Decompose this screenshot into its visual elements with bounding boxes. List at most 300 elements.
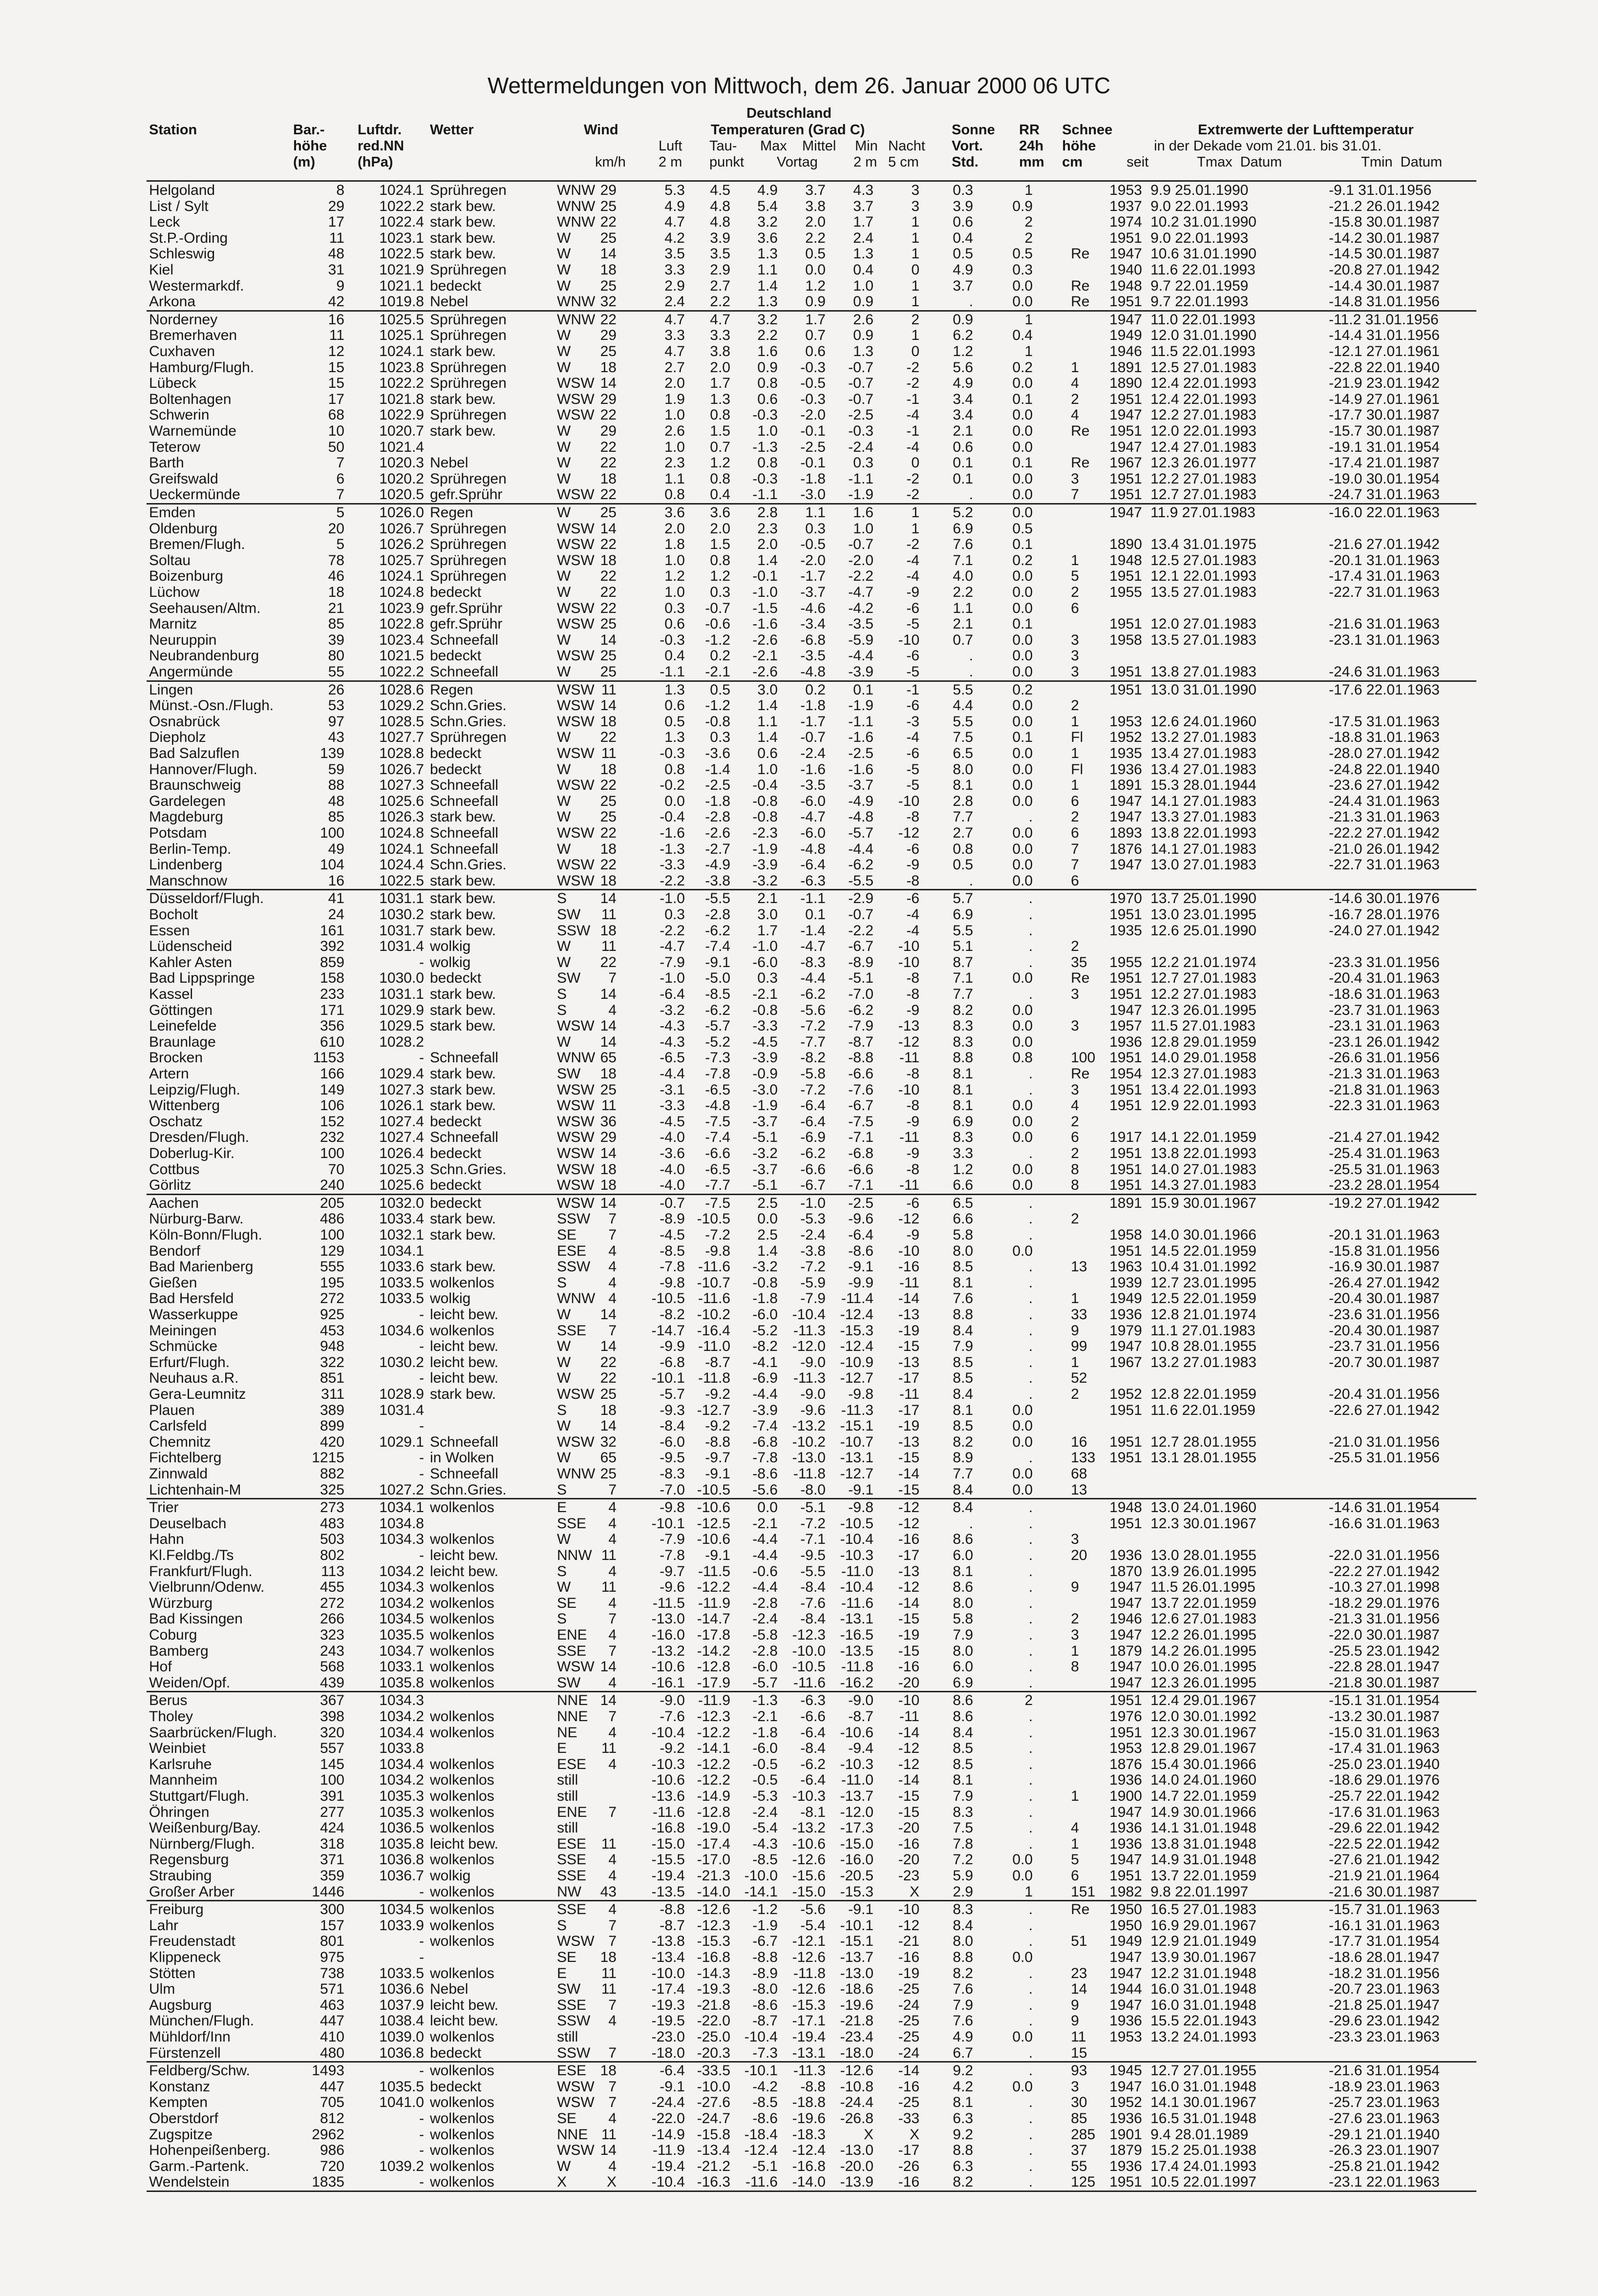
temp-air-cell: -16.1	[651, 1674, 685, 1691]
wind-direction-cell: WSW	[557, 375, 595, 392]
wind-direction-cell: WSW	[557, 857, 595, 873]
temp-min-cell: -12.7	[840, 1466, 874, 1482]
snow-depth-cell: Fl	[1071, 729, 1083, 746]
baro-height-cell: 129	[320, 1243, 344, 1259]
station-cell: Lindenberg	[149, 857, 223, 873]
wind-speed-cell: 22	[600, 584, 617, 600]
station-row	[0, 2029, 1598, 2045]
wind-direction-cell: WSW	[557, 2094, 595, 2111]
temp-mean-cell: -6.9	[800, 1129, 826, 1146]
weather-cell: wolkig	[430, 954, 471, 970]
tmin-record-cell: -22.8 22.01.1940	[1329, 359, 1440, 376]
temp-max-cell: -4.4	[752, 1579, 778, 1596]
temp-night-cell: -12	[898, 1211, 919, 1227]
wind-direction-cell: E	[557, 1965, 567, 1981]
temp-night-cell: -15	[898, 1338, 919, 1355]
tmax-record-cell: 12.8 29.01.1959	[1151, 1033, 1257, 1050]
weather-cell: Schn.Gries.	[430, 1481, 507, 1498]
baro-height-cell: 80	[328, 648, 344, 664]
station-row	[0, 2063, 1598, 2079]
temp-air-cell: -1.6	[660, 825, 685, 841]
temp-air-cell: -7.6	[660, 1708, 685, 1725]
temp-max-cell: -8.6	[752, 2110, 778, 2127]
baro-height-cell: 503	[320, 1531, 344, 1548]
snow-depth-cell: 93	[1071, 2063, 1087, 2079]
station-row	[0, 1740, 1598, 1756]
station-cell: Klippeneck	[149, 1949, 221, 1965]
wind-direction-cell: S	[557, 890, 567, 907]
wind-speed-cell: 4	[608, 1901, 617, 1918]
wind-speed-cell: 4	[608, 1852, 617, 1868]
tmin-record-cell: -19.1 31.01.1954	[1329, 439, 1440, 455]
temp-air-cell: -11.6	[652, 1804, 685, 1820]
station-row	[0, 2158, 1598, 2174]
temp-night-cell: 1	[911, 520, 919, 537]
temp-mean-cell: -15.0	[792, 1883, 826, 1900]
sunshine-cell: 8.8	[953, 1050, 973, 1066]
since-cell: 1951	[1109, 1243, 1142, 1259]
temp-air-cell: -0.4	[660, 809, 685, 825]
tmin-record-cell: -25.8 21.01.1942	[1329, 2158, 1440, 2174]
dewpoint-cell: -4.9	[705, 857, 730, 873]
snow-depth-cell: 9	[1071, 1997, 1079, 2013]
precip-cell: 0.0	[1012, 1113, 1033, 1130]
snow-depth-cell: 3	[1071, 648, 1079, 664]
tmin-record-cell: -22.2 27.01.1942	[1329, 825, 1440, 841]
snow-depth-cell: 6	[1071, 825, 1079, 841]
pressure-cell: 1035.3	[379, 1804, 424, 1820]
baro-height-cell: 9	[336, 277, 344, 294]
station-cell: Boltenhagen	[149, 391, 232, 407]
baro-height-cell: 205	[320, 1195, 344, 1211]
wind-direction-cell: still	[557, 1788, 578, 1804]
snow-depth-cell: 55	[1071, 2158, 1087, 2174]
report-title: Wettermeldungen von Mittwoch, dem 26. Januar 2000 06 UTC	[487, 73, 1111, 98]
tmax-record-cell: 14.1 30.01.1967	[1151, 2094, 1257, 2111]
tmin-record-cell: -17.4 31.01.1963	[1329, 568, 1440, 585]
wind-speed-cell: 14	[600, 2142, 617, 2159]
wind-speed-cell: 4	[608, 1259, 617, 1275]
dewpoint-cell: 1.5	[710, 423, 730, 439]
temp-max-cell: -6.0	[752, 1659, 778, 1675]
temp-min-cell: 0.9	[853, 294, 874, 310]
temp-max-cell: -8.7	[752, 2013, 778, 2029]
dewpoint-cell: 1.7	[710, 375, 730, 392]
temp-max-cell: -2.4	[752, 1804, 778, 1820]
tmax-record-cell: 13.8 27.01.1983	[1151, 664, 1257, 680]
precip-cell: .	[1028, 2174, 1033, 2191]
temp-min-cell: 1.0	[853, 520, 874, 537]
tmax-record-cell: 9.9 25.01.1990	[1151, 182, 1249, 198]
sunshine-cell: .	[969, 872, 973, 889]
temp-max-cell: -1.0	[752, 584, 778, 600]
wind-direction-cell: WSW	[557, 872, 595, 889]
baro-height-cell: 55	[328, 664, 344, 680]
station-row	[0, 2142, 1598, 2158]
wind-speed-cell: 4	[608, 1563, 617, 1580]
header-nacht: Nacht 5 cm	[888, 138, 925, 170]
temp-max-cell: -1.8	[752, 1290, 778, 1307]
temp-air-cell: 3.6	[664, 505, 685, 521]
tmin-record-cell: -20.4 31.01.1963	[1329, 970, 1440, 987]
wind-speed-cell: 4	[608, 2158, 617, 2174]
since-cell: 1967	[1109, 455, 1142, 471]
baro-height-cell: 29	[328, 198, 344, 214]
pressure-cell: -	[419, 1306, 424, 1323]
wind-direction-cell: still	[557, 2029, 578, 2045]
pressure-cell: -	[419, 954, 424, 970]
pressure-cell: 1022.5	[379, 872, 424, 889]
sunshine-cell: 8.8	[953, 1306, 973, 1323]
weather-cell: stark bew.	[430, 922, 496, 939]
temp-min-cell: -16.0	[840, 1852, 874, 1868]
sunshine-cell: 8.2	[953, 1002, 973, 1018]
snow-depth-cell: 3	[1071, 1081, 1079, 1098]
temp-min-cell: -20.0	[840, 2158, 874, 2174]
dewpoint-cell: -21.2	[697, 2158, 730, 2174]
station-cell: Nürnberg/Flugh.	[149, 1835, 255, 1852]
temp-air-cell: -6.8	[660, 1354, 685, 1370]
wind-speed-cell: 29	[600, 423, 617, 439]
weather-cell: wolkenlos	[430, 2158, 494, 2174]
temp-min-cell: -8.6	[848, 1243, 874, 1259]
snow-depth-cell: Re	[1071, 294, 1090, 310]
station-cell: Neuhaus a.R.	[149, 1370, 239, 1387]
wind-speed-cell: 18	[600, 872, 617, 889]
sunshine-cell: 8.0	[953, 1643, 973, 1659]
pressure-cell: 1028.8	[379, 745, 424, 761]
temp-max-cell: -0.1	[752, 568, 778, 585]
temp-night-cell: -8	[906, 970, 919, 987]
tmax-record-cell: 11.5 27.01.1983	[1151, 1018, 1256, 1034]
temp-max-cell: -3.9	[752, 857, 778, 873]
station-row	[0, 1725, 1598, 1741]
station-row	[0, 423, 1598, 439]
temp-air-cell: -10.6	[651, 1772, 685, 1789]
pressure-cell: 1034.8	[379, 1515, 424, 1532]
pressure-cell: 1034.1	[379, 1499, 424, 1516]
temp-mean-cell: -0.3	[800, 359, 826, 376]
temp-max-cell: -3.2	[752, 872, 778, 889]
temp-min-cell: -17.3	[840, 1820, 874, 1836]
temp-max-cell: -0.8	[752, 1002, 778, 1018]
baro-height-cell: 17	[328, 391, 344, 407]
temp-air-cell: 2.4	[664, 294, 685, 310]
precip-cell: .	[1028, 1933, 1033, 1950]
pressure-cell: 1021.9	[379, 262, 424, 278]
wind-direction-cell: SSE	[557, 1868, 587, 1884]
station-row	[0, 1675, 1598, 1691]
temp-max-cell: 2.3	[757, 520, 778, 537]
snow-depth-cell: 8	[1071, 1161, 1079, 1178]
baro-height-cell: 975	[320, 1949, 344, 1965]
temp-min-cell: -11.8	[841, 1659, 874, 1675]
tmin-record-cell: -21.0 31.01.1956	[1329, 1433, 1440, 1450]
since-cell: 1947	[1109, 2078, 1142, 2095]
weather-cell: Schneefall	[430, 841, 499, 857]
weather-cell: stark bew.	[430, 1081, 496, 1098]
dewpoint-cell: -6.5	[705, 1081, 730, 1098]
station-row	[0, 873, 1598, 889]
wind-direction-cell: WSW	[557, 486, 595, 503]
precip-cell: .	[1028, 1627, 1033, 1643]
temp-mean-cell: -1.7	[800, 713, 826, 730]
wind-speed-cell: 29	[600, 182, 617, 198]
wind-direction-cell: SSW	[557, 922, 591, 939]
weather-cell: Schn.Gries.	[430, 713, 507, 730]
wind-speed-cell: 4	[608, 1595, 617, 1611]
temp-min-cell: -7.9	[848, 1018, 874, 1034]
baro-height-cell: 157	[320, 1917, 344, 1934]
station-row	[0, 1868, 1598, 1884]
tmin-record-cell: -21.3 31.01.1956	[1329, 1611, 1440, 1627]
snow-depth-cell: 23	[1071, 1965, 1087, 1981]
since-cell: 1947	[1109, 1674, 1142, 1691]
baro-height-cell: 391	[320, 1788, 344, 1804]
dewpoint-cell: 1.2	[710, 455, 730, 471]
temp-max-cell: -2.3	[752, 825, 778, 841]
baro-height-cell: 483	[320, 1515, 344, 1532]
dewpoint-cell: -12.8	[697, 1659, 730, 1675]
temp-min-cell: -3.5	[848, 616, 874, 632]
weather-cell: stark bew.	[430, 986, 496, 1002]
wind-speed-cell: 4	[608, 1756, 617, 1772]
dewpoint-cell: -12.2	[697, 1724, 730, 1741]
sunshine-cell: 8.0	[953, 1243, 973, 1259]
weather-cell: wolkenlos	[430, 1820, 494, 1836]
baro-height-cell: 272	[320, 1290, 344, 1307]
tmax-record-cell: 15.2 25.01.1938	[1151, 2142, 1257, 2159]
header-mittel: Mittel	[802, 138, 836, 154]
temp-air-cell: -9.8	[660, 1274, 685, 1291]
temp-air-cell: -16.8	[651, 1820, 685, 1836]
tmax-record-cell: 13.4 31.01.1975	[1151, 536, 1257, 553]
tmax-record-cell: 12.3 26.01.1995	[1151, 1674, 1257, 1691]
precip-cell: .	[1028, 1499, 1033, 1516]
sunshine-cell: 6.0	[953, 1659, 973, 1675]
baro-height-cell: 555	[320, 1259, 344, 1275]
since-cell: 1953	[1109, 1740, 1142, 1757]
wind-direction-cell: SE	[557, 1227, 577, 1243]
baro-height-cell: 26	[328, 681, 344, 698]
sunshine-cell: .	[969, 486, 973, 503]
temp-min-cell: -11.3	[841, 1402, 874, 1418]
temp-max-cell: 2.2	[757, 327, 778, 344]
baro-height-cell: 389	[320, 1402, 344, 1418]
baro-height-cell: 463	[320, 1997, 344, 2013]
temp-air-cell: -6.4	[660, 986, 685, 1002]
wind-speed-cell: 18	[600, 1066, 617, 1082]
baro-height-cell: 5	[336, 505, 344, 521]
station-row	[0, 1611, 1598, 1627]
temp-max-cell: -2.8	[752, 1643, 778, 1659]
temp-night-cell: -14	[898, 1772, 919, 1789]
temp-min-cell: -6.4	[848, 1227, 874, 1243]
tmin-record-cell: -20.4 30.01.1987	[1329, 1322, 1440, 1339]
pressure-cell: 1034.2	[379, 1772, 424, 1789]
baro-height-cell: 5	[336, 536, 344, 553]
snow-depth-cell: 7	[1071, 857, 1079, 873]
station-cell: Norderney	[149, 311, 218, 328]
header-wind: Wind	[584, 122, 618, 138]
station-row	[0, 246, 1598, 262]
temp-mean-cell: -12.0	[792, 1338, 826, 1355]
temp-night-cell: -14	[898, 1466, 919, 1482]
temp-mean-cell: -1.8	[800, 470, 826, 487]
precip-cell: 2	[1024, 1692, 1033, 1709]
wind-direction-cell: WNW	[557, 182, 596, 198]
weather-cell: bedeckt	[430, 1113, 482, 1130]
temp-mean-cell: 0.1	[805, 906, 826, 923]
temp-night-cell: -1	[906, 681, 919, 698]
tmax-record-cell: 12.2 27.01.1983	[1151, 986, 1257, 1002]
dewpoint-cell: 3.3	[710, 327, 730, 344]
temp-max-cell: -3.2	[752, 1145, 778, 1161]
since-cell: 1891	[1109, 1195, 1142, 1211]
temp-air-cell: -4.5	[660, 1227, 685, 1243]
tmin-record-cell: -14.6 30.01.1976	[1329, 890, 1440, 907]
temp-air-cell: 3.3	[664, 327, 685, 344]
temp-min-cell: 0.3	[853, 455, 874, 471]
temp-max-cell: -1.9	[752, 841, 778, 857]
temp-mean-cell: -6.4	[800, 1113, 826, 1130]
weather-cell: wolkenlos	[430, 1772, 494, 1789]
tmax-record-cell: 13.4 22.01.1993	[1151, 1081, 1257, 1098]
temp-min-cell: -9.6	[848, 1211, 874, 1227]
baro-height-cell: 158	[320, 970, 344, 987]
tmin-record-cell: -21.8 31.01.1963	[1329, 1081, 1440, 1098]
pressure-cell: 1033.6	[379, 1259, 424, 1275]
precip-cell: .	[1028, 809, 1033, 825]
precip-cell: .	[1028, 1081, 1033, 1098]
temp-mean-cell: -0.5	[800, 375, 826, 392]
pressure-cell: 1024.8	[379, 584, 424, 600]
temp-min-cell: 2.6	[853, 311, 874, 328]
precip-cell: 0.2	[1012, 552, 1033, 569]
wind-direction-cell: WSW	[557, 520, 595, 537]
pressure-cell: 1027.7	[379, 729, 424, 746]
weather-cell: bedeckt	[430, 745, 482, 761]
temp-min-cell: -12.0	[840, 1804, 874, 1820]
temp-night-cell: -4	[906, 922, 919, 939]
temp-max-cell: -6.9	[752, 1370, 778, 1387]
wind-speed-cell: 65	[600, 1050, 617, 1066]
weather-cell: gefr.Sprühr	[430, 616, 503, 632]
station-cell: Essen	[149, 922, 190, 939]
snow-depth-cell: 99	[1071, 1338, 1087, 1355]
temp-night-cell: -12	[898, 825, 919, 841]
pressure-cell: 1035.5	[379, 2078, 424, 2095]
temp-air-cell: -22.0	[651, 2110, 685, 2127]
station-cell: Angermünde	[149, 664, 233, 680]
sunshine-cell: 8.7	[953, 954, 973, 970]
since-cell: 1951	[1109, 486, 1142, 503]
wind-speed-cell: 11	[601, 1579, 617, 1596]
weather-cell: wolkenlos	[430, 1852, 494, 1868]
temp-min-cell: -4.4	[848, 648, 874, 664]
sunshine-cell: 4.9	[953, 262, 973, 278]
temp-max-cell: -1.1	[752, 486, 778, 503]
baro-height-cell: 571	[320, 1981, 344, 1998]
temp-mean-cell: -12.6	[792, 1949, 826, 1965]
tmax-record-cell: 12.4 22.01.1993	[1151, 391, 1257, 407]
precip-cell: .	[1028, 1740, 1033, 1757]
pressure-cell: 1028.6	[379, 681, 424, 698]
precip-cell: 0.8	[1012, 1050, 1033, 1066]
temp-max-cell: -2.1	[752, 986, 778, 1002]
temp-min-cell: -10.4	[840, 1531, 874, 1548]
wind-direction-cell: W	[557, 1579, 571, 1596]
pressure-cell: 1034.6	[379, 1322, 424, 1339]
weather-cell: wolkenlos	[430, 1499, 494, 1516]
header-max: Max	[760, 138, 787, 154]
station-cell: Nürburg-Barw.	[149, 1211, 244, 1227]
temp-min-cell: -15.1	[840, 1418, 874, 1434]
wind-speed-cell: 29	[600, 327, 617, 344]
temp-night-cell: -6	[906, 697, 919, 714]
wind-speed-cell: 7	[608, 1804, 617, 1820]
wind-speed-cell: 22	[600, 954, 617, 970]
temp-mean-cell: -2.0	[800, 407, 826, 423]
wind-direction-cell: E	[557, 1740, 567, 1757]
pressure-cell: 1027.3	[379, 1081, 424, 1098]
precip-cell: 0.0	[1012, 277, 1033, 294]
wind-direction-cell: W	[557, 1033, 571, 1050]
sunshine-cell: 7.1	[953, 552, 973, 569]
baro-height-cell: 232	[320, 1129, 344, 1146]
tmax-record-cell: 12.7 23.01.1995	[1151, 1274, 1257, 1291]
pressure-cell: 1034.4	[379, 1724, 424, 1741]
temp-mean-cell: -4.7	[800, 809, 826, 825]
temp-min-cell: -7.1	[848, 1129, 874, 1146]
weather-cell: Nebel	[430, 455, 469, 471]
temp-max-cell: -6.7	[752, 1933, 778, 1950]
temp-min-cell: -9.8	[848, 1499, 874, 1516]
wind-direction-cell: NNE	[557, 1708, 588, 1725]
precip-cell: 0.0	[1012, 439, 1033, 455]
sunshine-cell: 8.4	[953, 1499, 973, 1516]
tmin-record-cell: -20.4 30.01.1987	[1329, 1290, 1440, 1307]
dewpoint-cell: -7.2	[705, 1227, 730, 1243]
since-cell: 1901	[1109, 2126, 1142, 2143]
since-cell: 1955	[1109, 954, 1142, 970]
wind-speed-cell: 4	[608, 1274, 617, 1291]
temp-mean-cell: -6.4	[800, 1772, 826, 1789]
dewpoint-cell: -19.0	[697, 1820, 730, 1836]
station-row	[0, 1579, 1598, 1595]
since-cell: 1936	[1109, 1820, 1142, 1836]
temp-air-cell: -10.5	[651, 1290, 685, 1307]
wind-direction-cell: W	[557, 343, 571, 359]
temp-air-cell: -6.0	[660, 1433, 685, 1450]
since-cell: 1951	[1109, 1161, 1142, 1178]
station-cell: Chemnitz	[149, 1433, 211, 1450]
snow-depth-cell: 3	[1071, 1531, 1079, 1548]
weather-cell: Schneefall	[430, 1466, 499, 1482]
dewpoint-cell: -7.5	[705, 1195, 730, 1211]
pressure-cell: 1026.3	[379, 809, 424, 825]
baro-height-cell: 46	[328, 568, 344, 585]
station-cell: Bremerhaven	[149, 327, 237, 344]
wind-speed-cell: 22	[600, 600, 617, 616]
temp-night-cell: -4	[906, 407, 919, 423]
weather-cell: wolkenlos	[430, 1531, 494, 1548]
pressure-cell: 1024.1	[379, 841, 424, 857]
tmax-record-cell: 13.3 27.01.1983	[1151, 809, 1257, 825]
temp-air-cell: -2.2	[660, 922, 685, 939]
station-row	[0, 343, 1598, 359]
weather-cell: stark bew.	[430, 1066, 496, 1082]
